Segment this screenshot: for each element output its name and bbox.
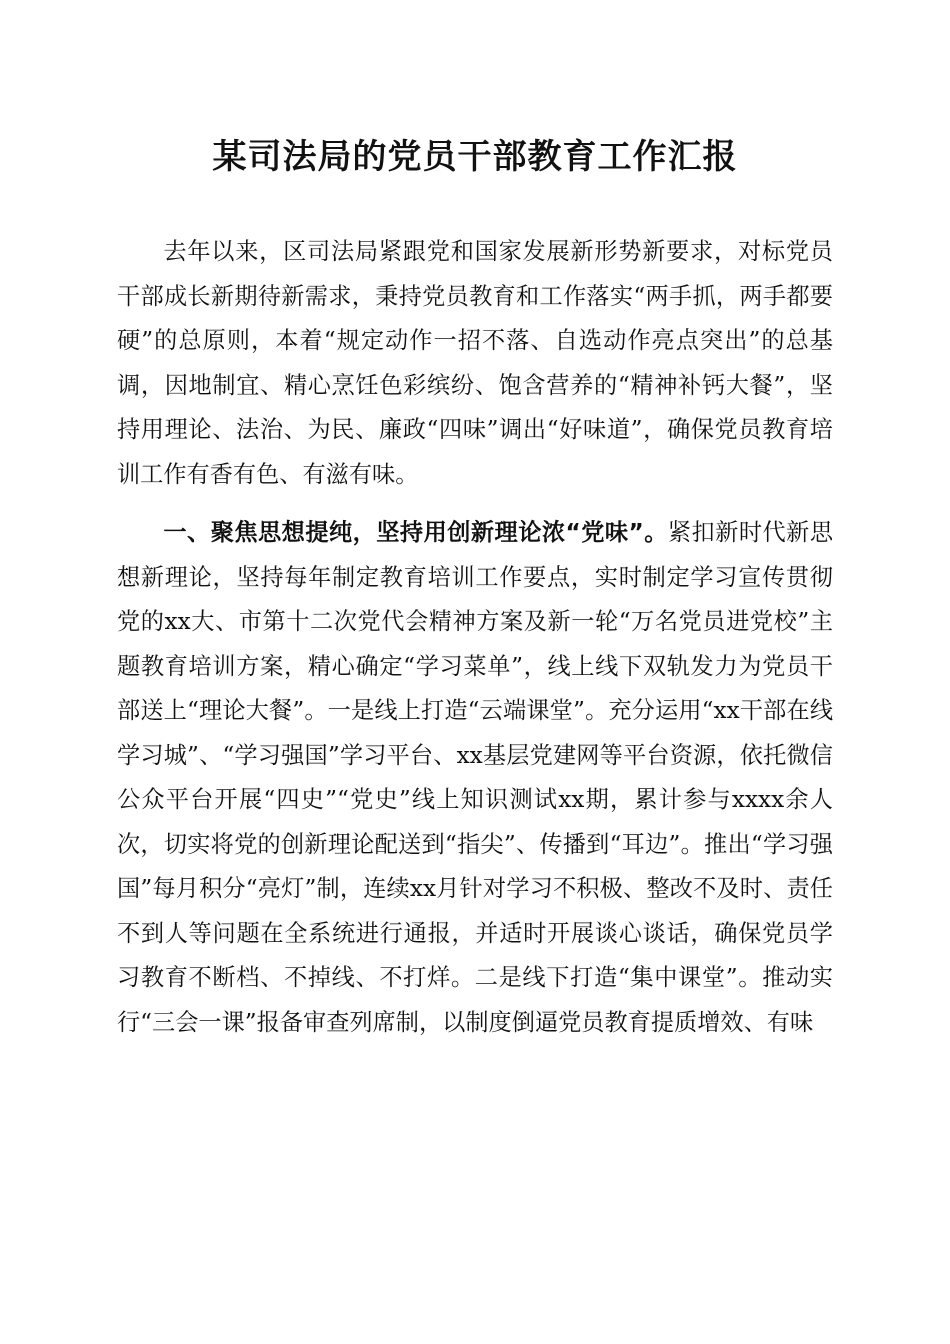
document-title: 某司法局的党员干部教育工作汇报: [212, 137, 738, 177]
intro-paragraph: [117, 230, 833, 497]
section-one-text: 紧扣新时代新思想新理论，坚持每年制定教育培训工作要点，实时制定学习宣传贯彻党的xx大、市第十二次党代会精神方案及新一轮“万名党员进党校”主题教育培训方案，精心确定“学习菜单”，线上线下双轨发力为党员干部送上“理论大餐”。一是线上打造“云端课堂”。充分运用“xx干部在线学习城”、“学习强国”学习平台、xx基层党建网等平台资源，依托微信公众平台开展“四史”“党史”线上知识测试xx期，累计参与xxxx余人次，切实将党的创新理论配送到“指尖”、传播到“耳边”。推出“学习强国”每月积分“亮灯”制，连续xx月针对学习不积极、整改不及时、责任不到人等问题在全系统进行通报，并适时开展谈心谈话，确保党员学习教育不断档、不掉线、不打烊。二是线下打造“集中课堂”。推动实行“三会一课”报备审查列席制，以制度倒逼党员教育提质增效、有味: [117, 519, 834, 1036]
section-one-paragraph: [117, 511, 833, 1045]
document-body: [117, 230, 833, 1045]
section-one-heading: 一、聚焦思想提纯，坚持用创新理论浓“党味”。: [163, 519, 668, 546]
intro-paragraph-text: 去年以来，区司法局紧跟党和国家发展新形势新要求，对标党员干部成长新期待新需求，秉持党员教育和工作落实“两手抓，两手都要硬”的总原则，本着“规定动作一招不落、自选动作亮点突出”的总基调，因地制宜、精心烹饪色彩缤纷、饱含营养的“精神补钙大餐”，坚持用理论、法治、为民、廉政“四味”调出“好味道”，确保党员教育培训工作有香有色、有滋有味。: [117, 238, 833, 488]
